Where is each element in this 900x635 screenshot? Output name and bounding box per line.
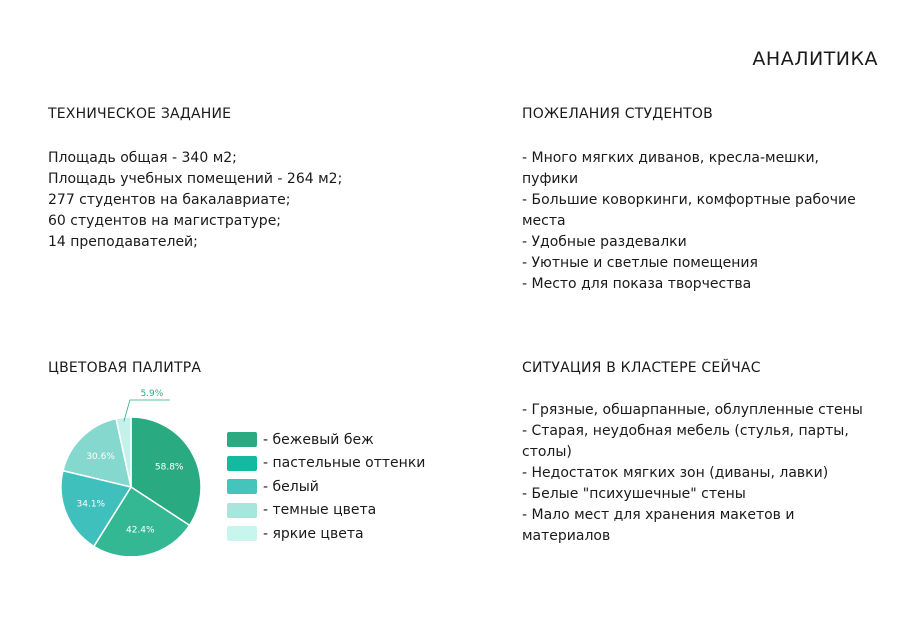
cluster-situation-heading: СИТУАЦИЯ В КЛАСТЕРЕ СЕЙЧАС bbox=[522, 360, 761, 376]
cluster-situation-text bbox=[522, 400, 882, 547]
legend-label: - белый bbox=[263, 478, 319, 495]
technical-task-text bbox=[48, 148, 342, 253]
cluster-situation-line: - Белые "психушечные" стены bbox=[522, 486, 746, 502]
cluster-situation-line: - Грязные, обшарпанные, облупленные стены bbox=[522, 402, 863, 418]
technical-task-line: Площадь общая - 340 м2; bbox=[48, 150, 237, 166]
student-wishes-text bbox=[522, 148, 882, 295]
legend-item bbox=[227, 475, 425, 499]
pie-slice-label: 58.8% bbox=[154, 462, 184, 473]
student-wishes-line: - Много мягких диванов, кресла-мешки, bbox=[522, 150, 820, 166]
legend-swatch bbox=[227, 503, 257, 518]
cluster-situation-line: - Старая, неудобная мебель (стулья, парты, bbox=[522, 423, 849, 439]
technical-task-line: Площадь учебных помещений - 264 м2; bbox=[48, 171, 343, 187]
student-wishes-line: места bbox=[522, 213, 566, 229]
legend-item bbox=[227, 522, 425, 546]
palette-pie-chart bbox=[50, 376, 210, 556]
student-wishes-line: - Место для показа творчества bbox=[522, 276, 752, 292]
technical-task-line: 14 преподавателей; bbox=[48, 234, 198, 250]
page-title: АНАЛИТИКА bbox=[752, 48, 878, 70]
legend-swatch bbox=[227, 456, 257, 471]
cluster-situation-line: материалов bbox=[522, 528, 611, 544]
pie-slice-label: 5.9% bbox=[140, 389, 164, 399]
palette-legend bbox=[227, 428, 425, 546]
color-palette-heading: ЦВЕТОВАЯ ПАЛИТРА bbox=[48, 360, 202, 376]
cluster-situation-line: - Недостаток мягких зон (диваны, лавки) bbox=[522, 465, 829, 481]
pie-slice-label: 30.6% bbox=[86, 452, 115, 463]
legend-item bbox=[227, 428, 425, 452]
student-wishes-line: - Удобные раздевалки bbox=[522, 234, 687, 250]
legend-label: - яркие цвета bbox=[263, 525, 364, 542]
technical-task-heading: ТЕХНИЧЕСКОЕ ЗАДАНИЕ bbox=[48, 106, 232, 122]
cluster-situation-line: столы) bbox=[522, 444, 572, 460]
student-wishes-heading: ПОЖЕЛАНИЯ СТУДЕНТОВ bbox=[522, 106, 713, 122]
technical-task-line: 60 студентов на магистратуре; bbox=[48, 213, 282, 229]
cluster-situation-line: - Мало мест для хранения макетов и bbox=[522, 507, 795, 523]
student-wishes-line: - Большие коворкинги, комфортные рабочие bbox=[522, 192, 856, 208]
pie-slice-label: 42.4% bbox=[125, 525, 155, 536]
legend-label: - темные цвета bbox=[263, 502, 377, 519]
student-wishes-line: пуфики bbox=[522, 171, 579, 187]
legend-item bbox=[227, 499, 425, 523]
legend-label: - пастельные оттенки bbox=[263, 455, 426, 472]
legend-swatch bbox=[227, 526, 257, 541]
legend-swatch bbox=[227, 432, 257, 447]
legend-swatch bbox=[227, 479, 257, 494]
technical-task-line: 277 студентов на бакалавриате; bbox=[48, 192, 291, 208]
student-wishes-line: - Уютные и светлые помещения bbox=[522, 255, 758, 271]
legend-label: - бежевый беж bbox=[263, 431, 374, 448]
pie-slice-label: 34.1% bbox=[76, 499, 106, 510]
legend-item bbox=[227, 452, 425, 476]
